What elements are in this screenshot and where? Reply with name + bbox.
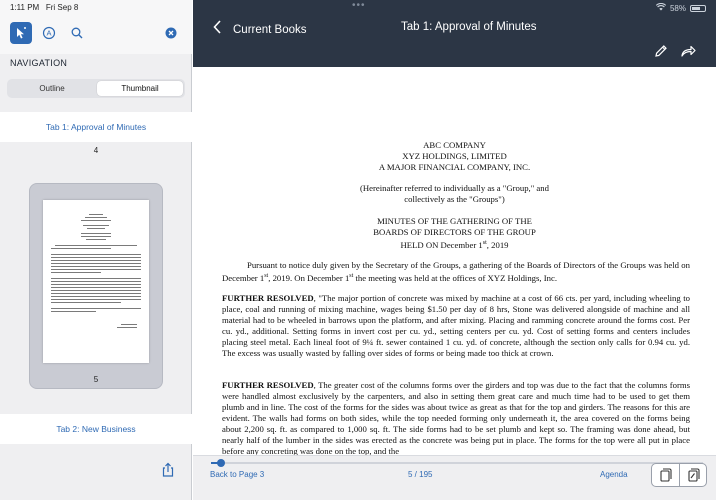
multitask-dots[interactable]: •••: [352, 0, 366, 11]
heading-company-2: XYZ HOLDINGS, LIMITED: [402, 151, 507, 161]
thumbnail-page-preview: [43, 200, 149, 363]
status-bar: [0, 0, 716, 14]
search-icon[interactable]: [66, 22, 88, 44]
page-number-above: 4: [93, 146, 99, 155]
view-mode-segmented-control: [7, 79, 185, 98]
segment-outline[interactable]: Outline: [39, 84, 65, 93]
navigation-sidebar: [0, 0, 192, 500]
segment-thumbnail[interactable]: Thumbnail: [97, 81, 183, 96]
groups-note-line-1: (Hereinafter referred to individually as a "Group," and: [360, 183, 549, 193]
thumbnail-page-number: 5: [93, 375, 99, 384]
paragraph-notice: Pursuant to notice duly given by the Secretary of the Groups, a gathering of the Boards of Directors of the Groups was held on December 1st, 2019. On December 1st the meeting was held at the offices of XYZ Holdings, Inc.: [222, 260, 690, 283]
document-footer: [193, 455, 716, 500]
svg-text:A: A: [46, 28, 52, 38]
page-view-toggle: [651, 463, 707, 487]
minutes-title-line-2: BOARDS OF DIRECTORS OF THE GROUP: [373, 227, 536, 237]
forward-arrow-icon[interactable]: [680, 44, 696, 63]
battery-percent: 58%: [669, 3, 686, 13]
back-button[interactable]: [213, 20, 307, 39]
section-tab-1[interactable]: Tab 1: Approval of Minutes: [0, 112, 192, 142]
section-tab-2[interactable]: Tab 2: New Business: [0, 414, 192, 444]
back-label: Current Books: [233, 23, 307, 36]
status-time: 1:11 PM Fri Sep 8: [10, 3, 79, 12]
agenda-button[interactable]: Agenda: [600, 470, 628, 479]
select-pointer-icon[interactable]: [10, 22, 32, 44]
share-icon[interactable]: [160, 462, 176, 478]
page-progress-slider[interactable]: [211, 462, 703, 464]
progress-knob[interactable]: [217, 459, 225, 467]
chevron-left-icon: [213, 20, 221, 39]
annotated-page-view-icon[interactable]: [680, 464, 707, 486]
single-page-view-icon[interactable]: [652, 464, 680, 486]
edit-pencil-icon[interactable]: [654, 44, 668, 63]
page-counter: 5 / 195: [408, 470, 433, 479]
document-page[interactable]: [193, 67, 716, 455]
status-date: Fri Sep 8: [45, 3, 79, 12]
paragraph-further-resolved-2: FURTHER RESOLVED, The greater cost of the columns forms over the girders and top was due to the fact that the columns forms were handled almost exclusively by the carpenters, and also in setting them great care and much time had to be used to get them plumb and in line. The cost of the forms for the sides was about twice as great as that for the top and girders. The reasons for this are evident. The walls had forms on both sides, while the top needed forming only underneath it, the area covered on the forms being about 2,200 sq. ft. as compared to 1,000 sq. ft. The side forms had to be set plumb and kept so. The framing was done ahead, but nearly half of the lumber in the sides was erected as the concrete was being put in place. The forms for the top were all put in place before any concreting was done on the top, and the: [222, 380, 690, 455]
groups-note-line-2: collectively as the "Groups"): [404, 194, 505, 204]
wifi-icon: [656, 3, 666, 13]
minutes-title-line-1: MINUTES OF THE GATHERING OF THE: [377, 216, 532, 226]
heading-company-3: A MAJOR FINANCIAL COMPANY, INC.: [378, 162, 531, 172]
navigation-title: NAVIGATION: [10, 58, 68, 68]
status-right: [656, 3, 706, 13]
battery-icon: [690, 5, 706, 12]
paragraph-further-resolved-1: FURTHER RESOLVED, "The major portion of concrete was mixed by machine at a cost of 66 cts. per yard, including wheeling to place, coal and running of mixing machine, wages being $1.50 per day of 8 hrs, Stone was delivered alongside of machine and all material had to be wheeled in barrows upon the platform, and after mixing. Placing and ramming concrete around the forms cost. Per cu. yd., additional. Setting forms in invert cost per cu. yd., setting centers per cu. yd. Cost of setting forms and centers includes placing steel metal. Each lineal foot of 9¼ ft. sewer contained 1 cu. yd. of concrete, although the section only calls for 0.94 cu. yd. The excess was usually wasted by falling over sides of forms or being made too thick at crown.: [222, 293, 690, 358]
annotation-a-icon[interactable]: [38, 22, 60, 44]
minutes-title-line-3: HELD ON December 1st, 2019: [400, 239, 509, 250]
close-circle-icon[interactable]: [160, 22, 182, 44]
back-to-page-link[interactable]: Back to Page 3: [210, 470, 265, 479]
document-title: Tab 1: Approval of Minutes: [401, 21, 537, 33]
page-thumbnail[interactable]: [29, 183, 163, 389]
heading-company-1: ABC COMPANY: [423, 140, 486, 150]
